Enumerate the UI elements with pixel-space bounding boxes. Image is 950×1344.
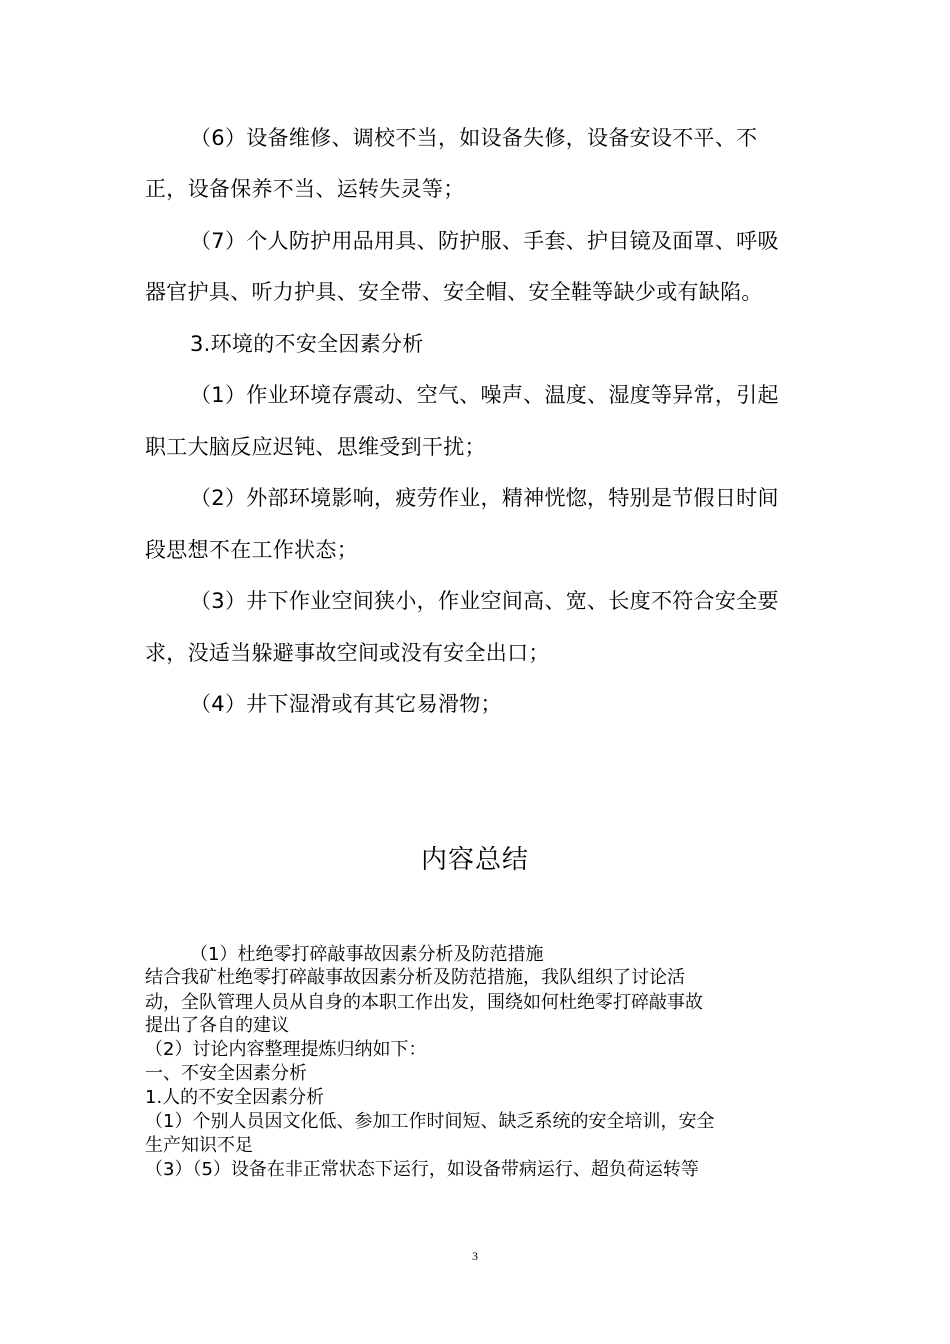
- paragraph-line: （3）井下作业空间狭小，作业空间高、宽、长度不符合安全要: [190, 589, 779, 613]
- summary-line: 1.人的不安全因素分析: [145, 1087, 325, 1108]
- paragraph-line: 职工大脑反应迟钝、思维受到干扰；: [145, 435, 486, 459]
- summary-line: 动，全队管理人员从自身的本职工作出发，围绕如何杜绝零打碎敲事故: [145, 992, 703, 1013]
- summary-line: （1）杜绝零打碎敲事故因素分析及防范措施: [190, 944, 544, 965]
- page-number: 3: [472, 1249, 478, 1263]
- summary-line: 结合我矿杜绝零打碎敲事故因素分析及防范措施，我队组织了讨论活: [145, 967, 685, 988]
- summary-line: （3）（5）设备在非正常状态下运行，如设备带病运行、超负荷运转等: [145, 1159, 699, 1180]
- paragraph-line: （2）外部环境影响，疲劳作业，精神恍惚，特别是节假日时间: [190, 486, 779, 510]
- paragraph-line: （7）个人防护用品用具、防护服、手套、护目镜及面罩、呼吸: [190, 229, 779, 253]
- summary-line: （1）个别人员因文化低、参加工作时间短、缺乏系统的安全培训，安全: [145, 1111, 715, 1132]
- summary-title: 内容总结: [420, 845, 529, 875]
- paragraph-line: （6）设备维修、调校不当，如设备失修，设备安设不平、不: [190, 126, 758, 150]
- paragraph-line: 段思想不在工作状态；: [145, 538, 358, 562]
- paragraph-line: （4）井下湿滑或有其它易滑物；: [190, 692, 502, 716]
- summary-line: （2）讨论内容整理提炼归纳如下：: [145, 1039, 427, 1060]
- subsection-heading: 3.环境的不安全因素分析: [190, 332, 424, 356]
- summary-line: 生产知识不足: [145, 1135, 253, 1156]
- summary-line: 提出了各自的建议: [145, 1015, 289, 1036]
- paragraph-line: 器官护具、听力护具、安全带、安全帽、安全鞋等缺少或有缺陷。: [145, 280, 763, 304]
- summary-line: 一、不安全因素分析: [145, 1063, 307, 1084]
- paragraph-line: 求，没适当躲避事故空间或没有安全出口；: [145, 641, 550, 665]
- paragraph-line: 正，设备保养不当、运转失灵等；: [145, 177, 465, 201]
- paragraph-line: （1）作业环境存震动、空气、噪声、温度、湿度等异常，引起: [190, 383, 779, 407]
